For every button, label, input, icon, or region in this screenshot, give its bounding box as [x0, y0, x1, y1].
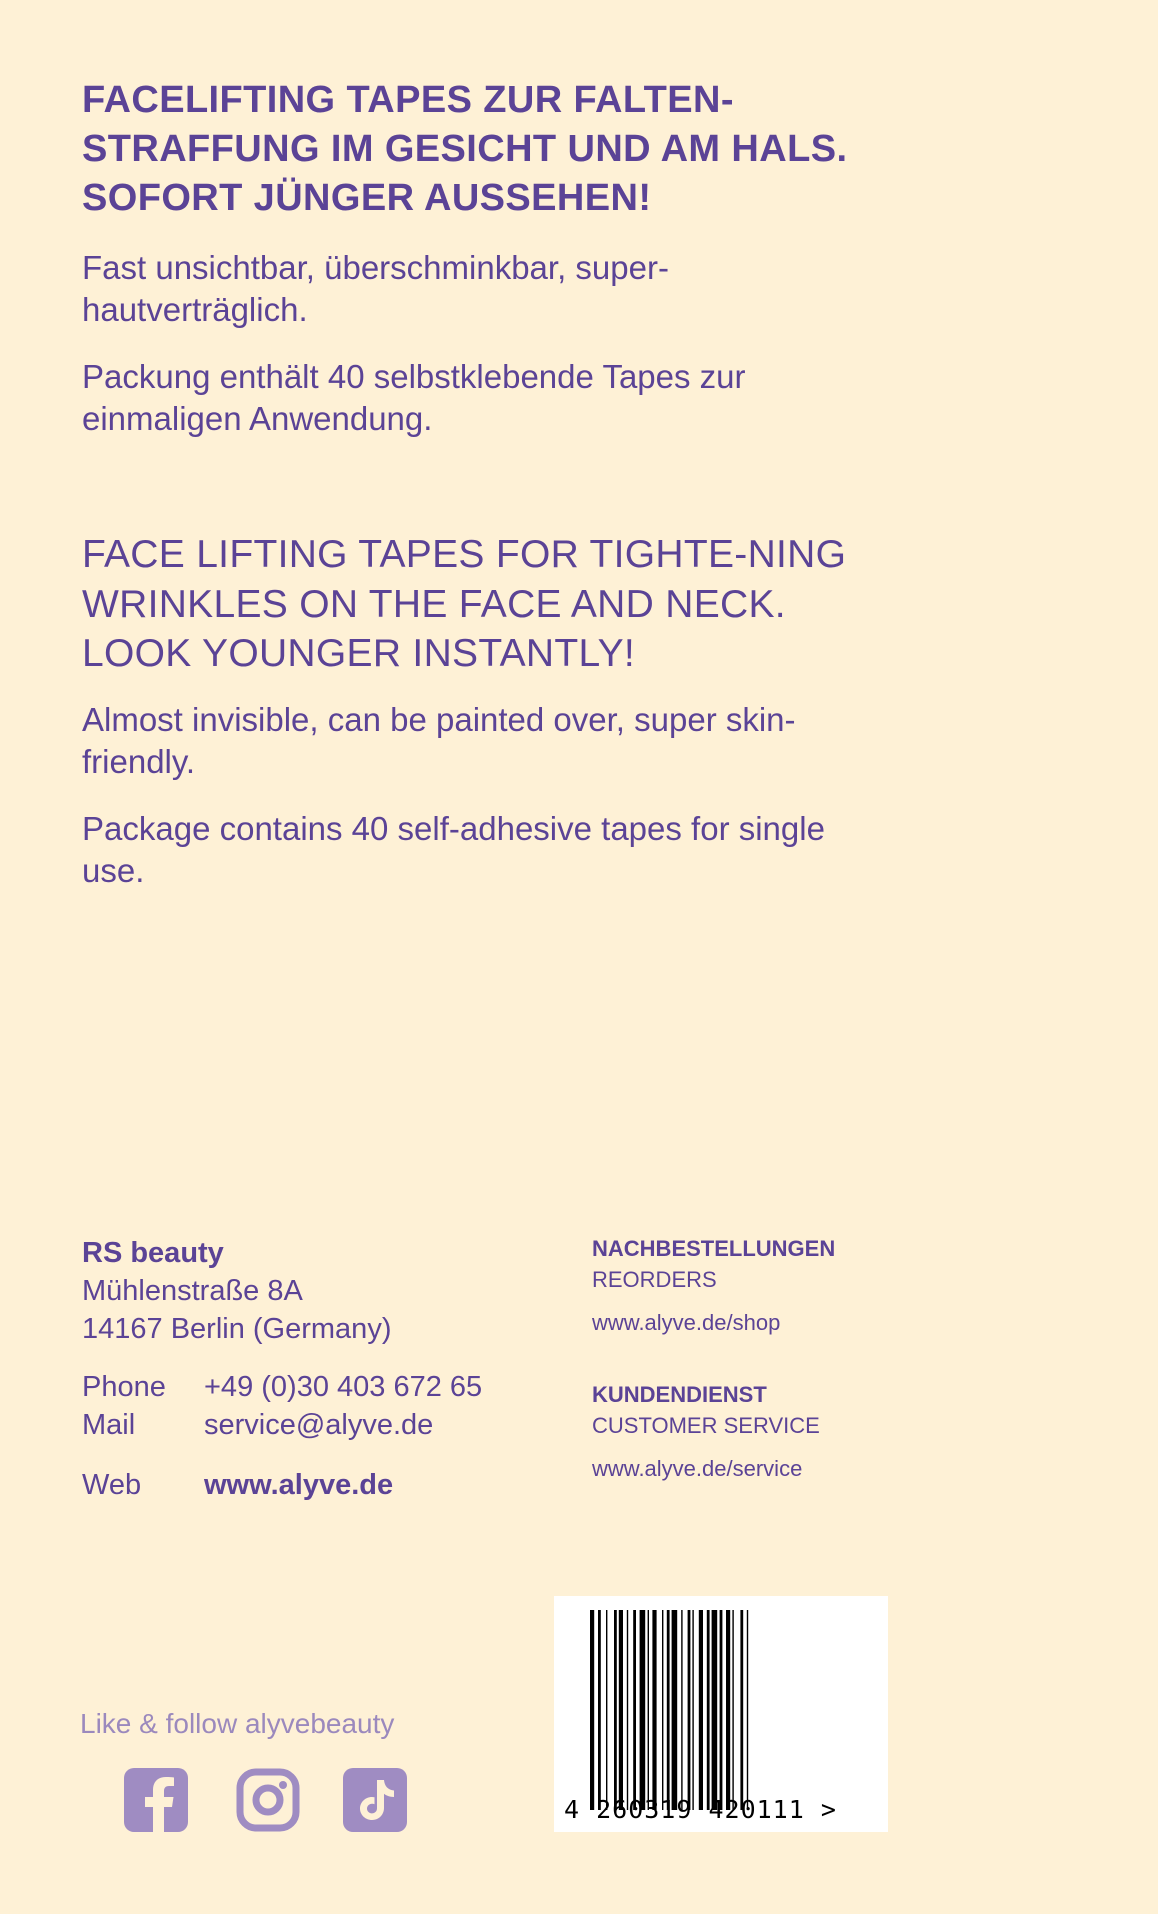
reorders-title: NACHBESTELLUNGEN — [592, 1236, 836, 1261]
web-link[interactable]: www.alyve.de — [204, 1469, 394, 1501]
phone-row — [82, 1368, 482, 1406]
facebook-icon[interactable] — [124, 1768, 188, 1832]
barcode-digits: 4 260319 420111 > — [564, 1795, 837, 1824]
mail-address[interactable]: service@alyve.de — [204, 1409, 434, 1441]
reorders-subtitle: REORDERS — [592, 1267, 717, 1292]
german-paragraph-2: Packung enthält 40 selbstklebende Tapes zur einmaligen Anwendung. — [82, 358, 746, 437]
service-title: KUNDENDIENST — [592, 1382, 767, 1407]
german-headline: FACELIFTING TAPES ZUR FALTEN-STRAFFUNG IM GESICHT UND AM HALS. SOFORT JÜNGER AUSSEHEN! — [82, 79, 848, 219]
english-paragraph-2: Package contains 40 self-adhesive tapes for single use. — [82, 810, 825, 889]
reorders-section — [592, 1233, 835, 1338]
contact-details — [82, 1368, 482, 1504]
follow-text: Like & follow alyvebeauty — [80, 1708, 395, 1739]
mail-label: Mail — [82, 1409, 136, 1441]
service-subtitle: CUSTOMER SERVICE — [592, 1413, 820, 1438]
reorders-link[interactable]: www.alyve.de/shop — [592, 1310, 781, 1335]
service-section — [592, 1379, 820, 1484]
mail-row — [82, 1406, 482, 1444]
web-row — [82, 1466, 482, 1504]
english-headline: FACE LIFTING TAPES FOR TIGHTE-NING WRINKLES ON THE FACE AND NECK. LOOK YOUNGER INSTANTLY! — [82, 533, 847, 675]
german-paragraph-1: Fast unsichtbar, überschminkbar, super-hautverträglich. — [82, 249, 669, 328]
company-address — [82, 1234, 391, 1348]
barcode — [554, 1596, 888, 1832]
english-paragraph-1: Almost invisible, can be painted over, super skin-friendly. — [82, 701, 796, 780]
company-street: Mühlenstraße 8A — [82, 1275, 303, 1307]
phone-number[interactable]: +49 (0)30 403 672 65 — [204, 1371, 483, 1403]
company-city: 14167 Berlin (Germany) — [82, 1313, 392, 1345]
instagram-icon[interactable] — [236, 1768, 300, 1832]
company-name: RS beauty — [82, 1237, 224, 1269]
service-link[interactable]: www.alyve.de/service — [592, 1456, 803, 1481]
web-label: Web — [82, 1469, 142, 1501]
tiktok-icon[interactable] — [343, 1768, 407, 1832]
phone-label: Phone — [82, 1371, 166, 1403]
